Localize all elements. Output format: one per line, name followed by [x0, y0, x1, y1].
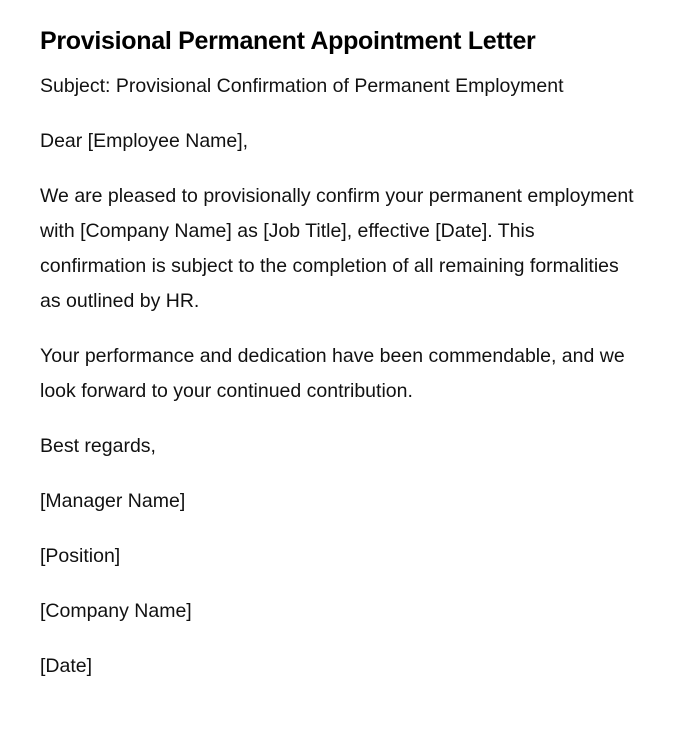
letter-body-paragraph-2: Your performance and dedication have been commendable, and we look forward to your continued contribution. [40, 345, 625, 402]
letter-closing: Best regards, [40, 435, 156, 457]
letter-document [40, 24, 640, 684]
signature-manager-name: [Manager Name] [40, 490, 186, 512]
letter-body-paragraph-1: We are pleased to provisionally confirm your permanent employment with [Company Name] as [Job Title], effective [Date]. This confirmation is subject to the completion of all remaining formalities as outlined by HR. [40, 185, 634, 312]
letter-greeting: Dear [Employee Name], [40, 130, 249, 152]
signature-company-name: [Company Name] [40, 600, 192, 622]
signature-date: [Date] [40, 655, 93, 677]
signature-position: [Position] [40, 545, 121, 567]
letter-title: Provisional Permanent Appointment Letter [40, 27, 536, 55]
letter-subject: Subject: Provisional Confirmation of Permanent Employment [40, 75, 564, 97]
